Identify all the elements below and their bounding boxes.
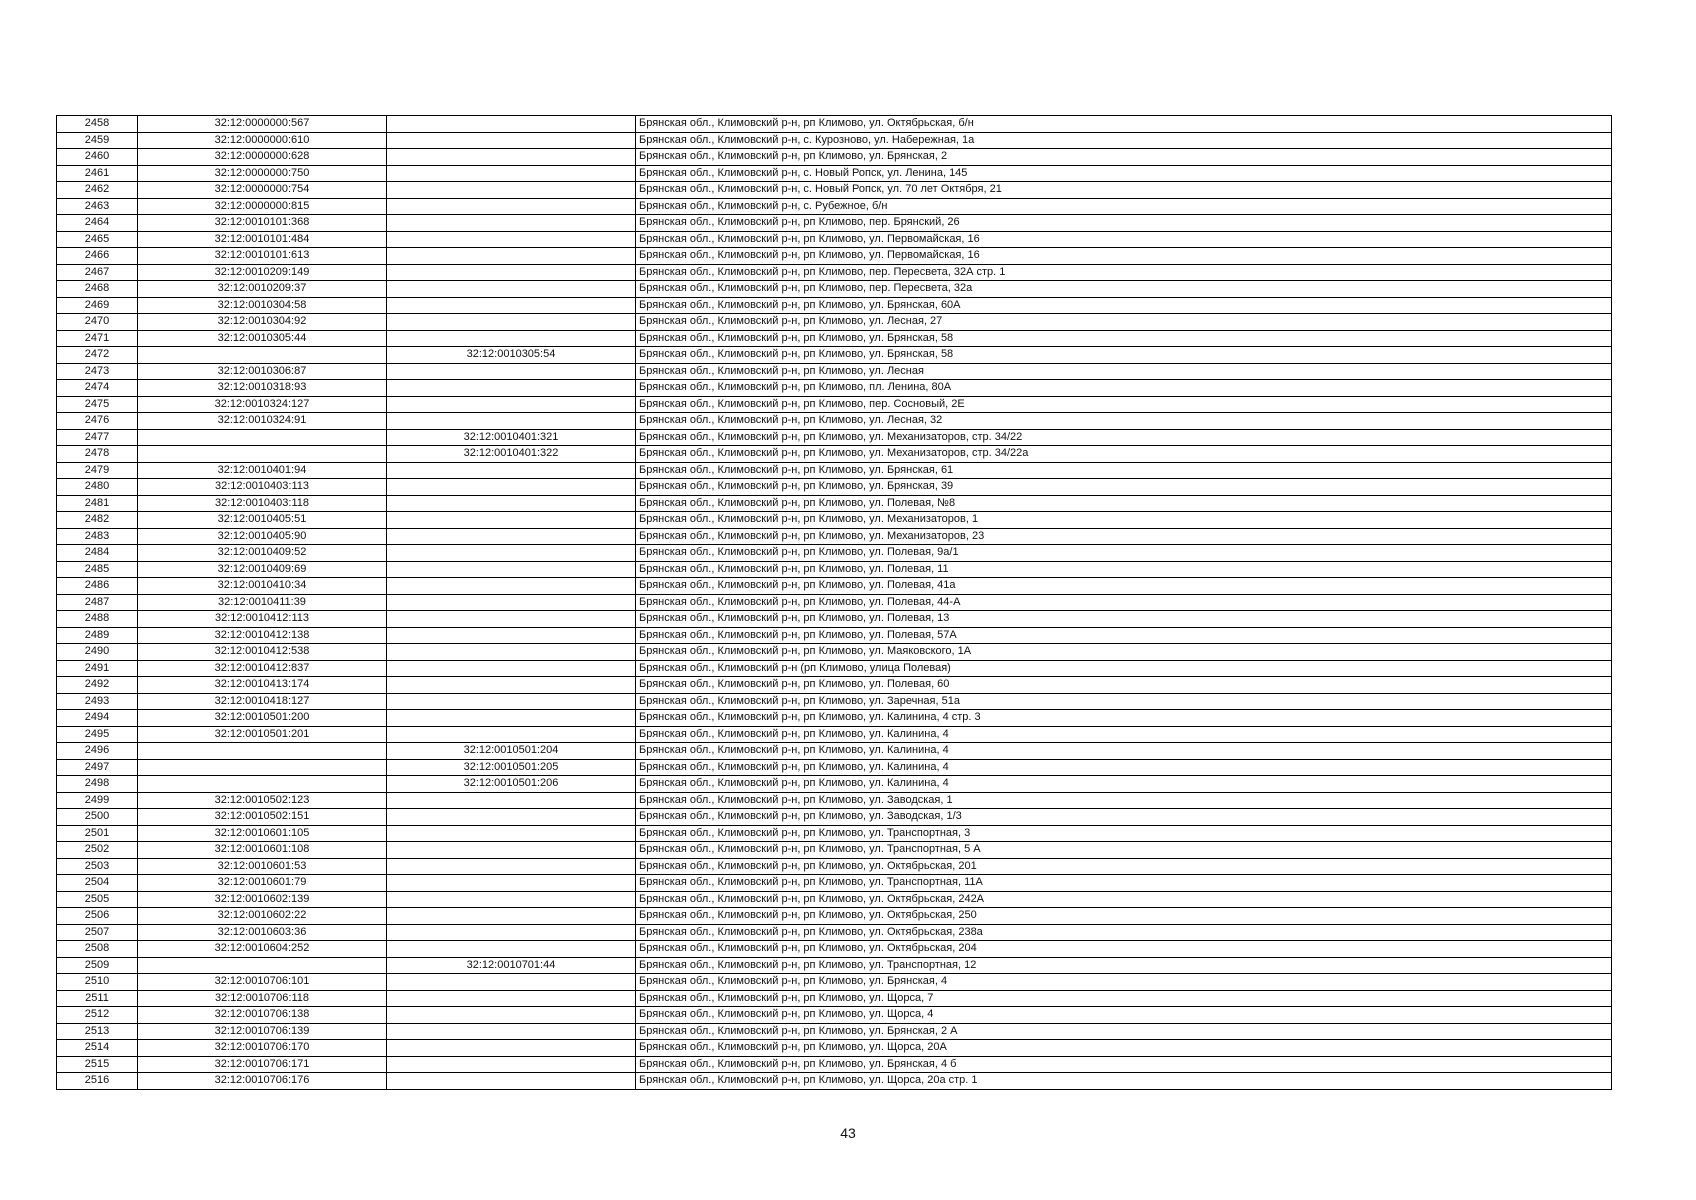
table-row bbox=[57, 330, 1612, 347]
cadastral-number-cell: 32:12:0010501:201 bbox=[138, 726, 387, 743]
cadastral-number-cell bbox=[138, 347, 387, 364]
sub-object-cadastral-cell bbox=[387, 1023, 636, 1040]
row-number-cell: 2510 bbox=[57, 974, 138, 991]
row-number-cell: 2488 bbox=[57, 611, 138, 628]
address-cell: Брянская обл., Климовский р-н, рп Климово, ул. Брянская, 4 bbox=[636, 974, 1612, 991]
row-number-cell: 2497 bbox=[57, 759, 138, 776]
row-number-cell: 2492 bbox=[57, 677, 138, 694]
sub-object-cadastral-cell bbox=[387, 413, 636, 430]
table-row bbox=[57, 726, 1612, 743]
row-number-cell: 2483 bbox=[57, 528, 138, 545]
address-cell: Брянская обл., Климовский р-н, рп Климово, ул. Полевая, 11 bbox=[636, 561, 1612, 578]
row-number-cell: 2485 bbox=[57, 561, 138, 578]
sub-object-cadastral-cell bbox=[387, 974, 636, 991]
row-number-cell: 2465 bbox=[57, 231, 138, 248]
address-cell: Брянская обл., Климовский р-н, с. Рубежное, б/н bbox=[636, 198, 1612, 215]
row-number-cell: 2506 bbox=[57, 908, 138, 925]
cadastral-number-cell: 32:12:0010601:53 bbox=[138, 858, 387, 875]
cadastral-number-cell: 32:12:0010403:113 bbox=[138, 479, 387, 496]
table-row bbox=[57, 776, 1612, 793]
table-row bbox=[57, 743, 1612, 760]
cadastral-number-cell: 32:12:0010601:105 bbox=[138, 825, 387, 842]
sub-object-cadastral-cell bbox=[387, 314, 636, 331]
cadastral-number-cell: 32:12:0010706:138 bbox=[138, 1007, 387, 1024]
table-row bbox=[57, 347, 1612, 364]
address-cell: Брянская обл., Климовский р-н, рп Климово, ул. Первомайская, 16 bbox=[636, 248, 1612, 265]
address-cell: Брянская обл., Климовский р-н, рп Климово, ул. Октябрьская, 242А bbox=[636, 891, 1612, 908]
row-number-cell: 2476 bbox=[57, 413, 138, 430]
row-number-cell: 2491 bbox=[57, 660, 138, 677]
cadastral-number-cell: 32:12:0010324:127 bbox=[138, 396, 387, 413]
table-row bbox=[57, 264, 1612, 281]
sub-object-cadastral-cell bbox=[387, 611, 636, 628]
cadastral-number-cell: 32:12:0010403:118 bbox=[138, 495, 387, 512]
table-row bbox=[57, 132, 1612, 149]
sub-object-cadastral-cell bbox=[387, 891, 636, 908]
sub-object-cadastral-cell bbox=[387, 858, 636, 875]
table-row bbox=[57, 891, 1612, 908]
address-cell: Брянская обл., Климовский р-н, рп Климово, ул. Октябрьская, б/н bbox=[636, 116, 1612, 133]
table-row bbox=[57, 429, 1612, 446]
address-cell: Брянская обл., Климовский р-н, рп Климово, ул. Заречная, 51а bbox=[636, 693, 1612, 710]
cadastral-number-cell: 32:12:0010706:101 bbox=[138, 974, 387, 991]
address-cell: Брянская обл., Климовский р-н, рп Климово, ул. Транспортная, 5 А bbox=[636, 842, 1612, 859]
sub-object-cadastral-cell bbox=[387, 578, 636, 595]
row-number-cell: 2469 bbox=[57, 297, 138, 314]
row-number-cell: 2458 bbox=[57, 116, 138, 133]
sub-object-cadastral-cell bbox=[387, 908, 636, 925]
cadastral-number-cell: 32:12:0010706:118 bbox=[138, 990, 387, 1007]
sub-object-cadastral-cell bbox=[387, 809, 636, 826]
row-number-cell: 2486 bbox=[57, 578, 138, 595]
cadastral-number-cell: 32:12:0010409:52 bbox=[138, 545, 387, 562]
cadastral-number-cell: 32:12:0010401:94 bbox=[138, 462, 387, 479]
row-number-cell: 2499 bbox=[57, 792, 138, 809]
row-number-cell: 2480 bbox=[57, 479, 138, 496]
address-cell: Брянская обл., Климовский р-н, с. Новый Ропск, ул. 70 лет Октября, 21 bbox=[636, 182, 1612, 199]
sub-object-cadastral-cell bbox=[387, 281, 636, 298]
cadastral-number-cell: 32:12:0010602:22 bbox=[138, 908, 387, 925]
table-row bbox=[57, 627, 1612, 644]
address-cell: Брянская обл., Климовский р-н, рп Климово, пер. Пересвета, 32А стр. 1 bbox=[636, 264, 1612, 281]
address-cell: Брянская обл., Климовский р-н, рп Климово, ул. Октябрьская, 238а bbox=[636, 924, 1612, 941]
sub-object-cadastral-cell: 32:12:0010401:322 bbox=[387, 446, 636, 463]
cadastral-number-cell: 32:12:0010304:58 bbox=[138, 297, 387, 314]
sub-object-cadastral-cell bbox=[387, 1040, 636, 1057]
table-row bbox=[57, 561, 1612, 578]
address-cell: Брянская обл., Климовский р-н, рп Климово, ул. Заводская, 1/3 bbox=[636, 809, 1612, 826]
cadastral-number-cell: 32:12:0010412:138 bbox=[138, 627, 387, 644]
address-cell: Брянская обл., Климовский р-н, рп Климово, пер. Сосновый, 2Е bbox=[636, 396, 1612, 413]
cadastral-number-cell: 32:12:0010604:252 bbox=[138, 941, 387, 958]
sub-object-cadastral-cell bbox=[387, 149, 636, 166]
row-number-cell: 2501 bbox=[57, 825, 138, 842]
table-row bbox=[57, 660, 1612, 677]
sub-object-cadastral-cell bbox=[387, 941, 636, 958]
sub-object-cadastral-cell bbox=[387, 660, 636, 677]
cadastral-number-cell: 32:12:0010101:484 bbox=[138, 231, 387, 248]
cadastral-number-cell: 32:12:0000000:815 bbox=[138, 198, 387, 215]
sub-object-cadastral-cell bbox=[387, 248, 636, 265]
row-number-cell: 2508 bbox=[57, 941, 138, 958]
row-number-cell: 2489 bbox=[57, 627, 138, 644]
sub-object-cadastral-cell bbox=[387, 165, 636, 182]
cadastral-number-cell: 32:12:0010501:200 bbox=[138, 710, 387, 727]
sub-object-cadastral-cell bbox=[387, 644, 636, 661]
sub-object-cadastral-cell bbox=[387, 297, 636, 314]
table-row bbox=[57, 528, 1612, 545]
address-cell: Брянская обл., Климовский р-н, рп Климово, ул. Полевая, 13 bbox=[636, 611, 1612, 628]
address-cell: Брянская обл., Климовский р-н, рп Климово, ул. Брянская, 58 bbox=[636, 347, 1612, 364]
row-number-cell: 2464 bbox=[57, 215, 138, 232]
table-row bbox=[57, 974, 1612, 991]
address-cell: Брянская обл., Климовский р-н, рп Климово, ул. Калинина, 4 стр. 3 bbox=[636, 710, 1612, 727]
table-row bbox=[57, 116, 1612, 133]
row-number-cell: 2472 bbox=[57, 347, 138, 364]
cadastral-number-cell: 32:12:0010706:171 bbox=[138, 1056, 387, 1073]
table-row bbox=[57, 677, 1612, 694]
cadastral-number-cell: 32:12:0010412:113 bbox=[138, 611, 387, 628]
row-number-cell: 2479 bbox=[57, 462, 138, 479]
row-number-cell: 2493 bbox=[57, 693, 138, 710]
address-cell: Брянская обл., Климовский р-н, рп Климово, ул. Лесная, 32 bbox=[636, 413, 1612, 430]
row-number-cell: 2461 bbox=[57, 165, 138, 182]
table-row bbox=[57, 297, 1612, 314]
row-number-cell: 2512 bbox=[57, 1007, 138, 1024]
cadastral-number-cell: 32:12:0010409:69 bbox=[138, 561, 387, 578]
table-row bbox=[57, 1056, 1612, 1073]
sub-object-cadastral-cell: 32:12:0010501:204 bbox=[387, 743, 636, 760]
address-cell: Брянская обл., Климовский р-н, рп Климово, ул. Лесная, 27 bbox=[636, 314, 1612, 331]
table-row bbox=[57, 281, 1612, 298]
table-row bbox=[57, 462, 1612, 479]
address-cell: Брянская обл., Климовский р-н, рп Климово, ул. Калинина, 4 bbox=[636, 743, 1612, 760]
table-row bbox=[57, 710, 1612, 727]
address-cell: Брянская обл., Климовский р-н, рп Климово, ул. Щорса, 20А bbox=[636, 1040, 1612, 1057]
table-row bbox=[57, 594, 1612, 611]
cadastral-number-cell: 32:12:0010706:176 bbox=[138, 1073, 387, 1090]
table-row bbox=[57, 314, 1612, 331]
sub-object-cadastral-cell: 32:12:0010501:206 bbox=[387, 776, 636, 793]
sub-object-cadastral-cell bbox=[387, 116, 636, 133]
cadastral-number-cell: 32:12:0010318:93 bbox=[138, 380, 387, 397]
sub-object-cadastral-cell: 32:12:0010401:321 bbox=[387, 429, 636, 446]
table-row bbox=[57, 875, 1612, 892]
address-cell: Брянская обл., Климовский р-н, рп Климово, ул. Заводская, 1 bbox=[636, 792, 1612, 809]
sub-object-cadastral-cell bbox=[387, 792, 636, 809]
table-row bbox=[57, 644, 1612, 661]
address-cell: Брянская обл., Климовский р-н, рп Климово, ул. Октябрьская, 204 bbox=[636, 941, 1612, 958]
page-number: 43 bbox=[840, 1125, 856, 1141]
address-cell: Брянская обл., Климовский р-н, рп Климово, ул. Полевая, 60 bbox=[636, 677, 1612, 694]
table-row bbox=[57, 957, 1612, 974]
sub-object-cadastral-cell bbox=[387, 462, 636, 479]
sub-object-cadastral-cell bbox=[387, 132, 636, 149]
sub-object-cadastral-cell bbox=[387, 363, 636, 380]
table-row bbox=[57, 413, 1612, 430]
table-row bbox=[57, 215, 1612, 232]
table-row bbox=[57, 380, 1612, 397]
address-cell: Брянская обл., Климовский р-н, рп Климово, ул. Брянская, 61 bbox=[636, 462, 1612, 479]
cadastral-number-cell: 32:12:0010209:37 bbox=[138, 281, 387, 298]
address-cell: Брянская обл., Климовский р-н, рп Климово, ул. Транспортная, 12 bbox=[636, 957, 1612, 974]
sub-object-cadastral-cell bbox=[387, 528, 636, 545]
table-row bbox=[57, 198, 1612, 215]
row-number-cell: 2514 bbox=[57, 1040, 138, 1057]
table-row bbox=[57, 858, 1612, 875]
row-number-cell: 2459 bbox=[57, 132, 138, 149]
table-row bbox=[57, 693, 1612, 710]
table-row bbox=[57, 1040, 1612, 1057]
row-number-cell: 2482 bbox=[57, 512, 138, 529]
cadastral-number-cell: 32:12:0010418:127 bbox=[138, 693, 387, 710]
table-row bbox=[57, 479, 1612, 496]
sub-object-cadastral-cell bbox=[387, 380, 636, 397]
row-number-cell: 2478 bbox=[57, 446, 138, 463]
cadastral-number-cell: 32:12:0000000:610 bbox=[138, 132, 387, 149]
cadastral-number-cell: 32:12:0010602:139 bbox=[138, 891, 387, 908]
address-cell: Брянская обл., Климовский р-н, рп Климово, ул. Щорса, 7 bbox=[636, 990, 1612, 1007]
row-number-cell: 2487 bbox=[57, 594, 138, 611]
address-cell: Брянская обл., Климовский р-н, рп Климово, ул. Полевая, 41а bbox=[636, 578, 1612, 595]
cadastral-number-cell bbox=[138, 446, 387, 463]
address-cell: Брянская обл., Климовский р-н, рп Климово, ул. Калинина, 4 bbox=[636, 776, 1612, 793]
address-cell: Брянская обл., Климовский р-н, рп Климово, ул. Полевая, №8 bbox=[636, 495, 1612, 512]
address-cell: Брянская обл., Климовский р-н, рп Климово, ул. Брянская, 39 bbox=[636, 479, 1612, 496]
sub-object-cadastral-cell bbox=[387, 479, 636, 496]
address-cell: Брянская обл., Климовский р-н, рп Климово, ул. Механизаторов, 1 bbox=[636, 512, 1612, 529]
table-row bbox=[57, 396, 1612, 413]
table-row bbox=[57, 759, 1612, 776]
row-number-cell: 2504 bbox=[57, 875, 138, 892]
row-number-cell: 2460 bbox=[57, 149, 138, 166]
address-cell: Брянская обл., Климовский р-н, с. Курозново, ул. Набережная, 1а bbox=[636, 132, 1612, 149]
table-row bbox=[57, 578, 1612, 595]
sub-object-cadastral-cell bbox=[387, 594, 636, 611]
cadastral-number-cell: 32:12:0000000:754 bbox=[138, 182, 387, 199]
row-number-cell: 2507 bbox=[57, 924, 138, 941]
row-number-cell: 2463 bbox=[57, 198, 138, 215]
row-number-cell: 2500 bbox=[57, 809, 138, 826]
address-cell: Брянская обл., Климовский р-н, рп Климово, пер. Пересвета, 32а bbox=[636, 281, 1612, 298]
cadastral-number-cell: 32:12:0010412:837 bbox=[138, 660, 387, 677]
address-cell: Брянская обл., Климовский р-н, рп Климово, пл. Ленина, 80А bbox=[636, 380, 1612, 397]
row-number-cell: 2471 bbox=[57, 330, 138, 347]
address-cell: Брянская обл., Климовский р-н, рп Климово, ул. Брянская, 60А bbox=[636, 297, 1612, 314]
address-cell: Брянская обл., Климовский р-н, рп Климово, ул. Калинина, 4 bbox=[636, 726, 1612, 743]
table-row bbox=[57, 231, 1612, 248]
cadastral-number-cell: 32:12:0010706:170 bbox=[138, 1040, 387, 1057]
row-number-cell: 2511 bbox=[57, 990, 138, 1007]
address-cell: Брянская обл., Климовский р-н, рп Климово, ул. Брянская, 2 А bbox=[636, 1023, 1612, 1040]
table-row bbox=[57, 545, 1612, 562]
cadastral-number-cell: 32:12:0000000:567 bbox=[138, 116, 387, 133]
cadastral-number-cell bbox=[138, 743, 387, 760]
cadastral-number-cell: 32:12:0000000:628 bbox=[138, 149, 387, 166]
address-cell: Брянская обл., Климовский р-н, рп Климово, ул. Калинина, 4 bbox=[636, 759, 1612, 776]
row-number-cell: 2503 bbox=[57, 858, 138, 875]
registry-table-body bbox=[57, 116, 1612, 1090]
row-number-cell: 2505 bbox=[57, 891, 138, 908]
cadastral-number-cell bbox=[138, 429, 387, 446]
sub-object-cadastral-cell bbox=[387, 215, 636, 232]
address-cell: Брянская обл., Климовский р-н, рп Климово, ул. Маяковского, 1А bbox=[636, 644, 1612, 661]
registry-table bbox=[56, 115, 1612, 1090]
address-cell: Брянская обл., Климовский р-н, рп Климово, ул. Брянская, 58 bbox=[636, 330, 1612, 347]
cadastral-number-cell: 32:12:0010410:34 bbox=[138, 578, 387, 595]
sub-object-cadastral-cell bbox=[387, 561, 636, 578]
cadastral-number-cell: 32:12:0010101:613 bbox=[138, 248, 387, 265]
sub-object-cadastral-cell bbox=[387, 677, 636, 694]
address-cell: Брянская обл., Климовский р-н, рп Климово, ул. Первомайская, 16 bbox=[636, 231, 1612, 248]
row-number-cell: 2509 bbox=[57, 957, 138, 974]
row-number-cell: 2498 bbox=[57, 776, 138, 793]
sub-object-cadastral-cell bbox=[387, 693, 636, 710]
address-cell: Брянская обл., Климовский р-н, рп Климово, ул. Щорса, 20а стр. 1 bbox=[636, 1073, 1612, 1090]
row-number-cell: 2477 bbox=[57, 429, 138, 446]
table-row bbox=[57, 1023, 1612, 1040]
row-number-cell: 2494 bbox=[57, 710, 138, 727]
table-row bbox=[57, 990, 1612, 1007]
cadastral-number-cell: 32:12:0010502:123 bbox=[138, 792, 387, 809]
sub-object-cadastral-cell: 32:12:0010701:44 bbox=[387, 957, 636, 974]
table-row bbox=[57, 611, 1612, 628]
sub-object-cadastral-cell bbox=[387, 182, 636, 199]
sub-object-cadastral-cell bbox=[387, 264, 636, 281]
table-row bbox=[57, 512, 1612, 529]
sub-object-cadastral-cell bbox=[387, 1007, 636, 1024]
row-number-cell: 2490 bbox=[57, 644, 138, 661]
cadastral-number-cell: 32:12:0010411:39 bbox=[138, 594, 387, 611]
cadastral-number-cell: 32:12:0010502:151 bbox=[138, 809, 387, 826]
sub-object-cadastral-cell: 32:12:0010305:54 bbox=[387, 347, 636, 364]
address-cell: Брянская обл., Климовский р-н, рп Климово, ул. Транспортная, 3 bbox=[636, 825, 1612, 842]
sub-object-cadastral-cell bbox=[387, 1073, 636, 1090]
registry-sheet bbox=[56, 115, 1612, 1090]
sub-object-cadastral-cell bbox=[387, 198, 636, 215]
sub-object-cadastral-cell bbox=[387, 330, 636, 347]
cadastral-number-cell: 32:12:0010603:36 bbox=[138, 924, 387, 941]
table-row bbox=[57, 363, 1612, 380]
cadastral-number-cell: 32:12:0000000:750 bbox=[138, 165, 387, 182]
row-number-cell: 2468 bbox=[57, 281, 138, 298]
table-row bbox=[57, 149, 1612, 166]
cadastral-number-cell: 32:12:0010601:108 bbox=[138, 842, 387, 859]
cadastral-number-cell bbox=[138, 776, 387, 793]
address-cell: Брянская обл., Климовский р-н, рп Климово, ул. Октябрьская, 201 bbox=[636, 858, 1612, 875]
address-cell: Брянская обл., Климовский р-н, рп Климово, ул. Октябрьская, 250 bbox=[636, 908, 1612, 925]
address-cell: Брянская обл., Климовский р-н, рп Климово, ул. Транспортная, 11А bbox=[636, 875, 1612, 892]
table-row bbox=[57, 165, 1612, 182]
sub-object-cadastral-cell bbox=[387, 495, 636, 512]
table-row bbox=[57, 248, 1612, 265]
table-row bbox=[57, 809, 1612, 826]
address-cell: Брянская обл., Климовский р-н, рп Климово, ул. Механизаторов, стр. 34/22 bbox=[636, 429, 1612, 446]
address-cell: Брянская обл., Климовский р-н, рп Климово, ул. Лесная bbox=[636, 363, 1612, 380]
address-cell: Брянская обл., Климовский р-н, рп Климово, ул. Брянская, 4 б bbox=[636, 1056, 1612, 1073]
cadastral-number-cell: 32:12:0010306:87 bbox=[138, 363, 387, 380]
cadastral-number-cell: 32:12:0010304:92 bbox=[138, 314, 387, 331]
table-row bbox=[57, 792, 1612, 809]
table-row bbox=[57, 182, 1612, 199]
address-cell: Брянская обл., Климовский р-н (рп Климово, улица Полевая) bbox=[636, 660, 1612, 677]
row-number-cell: 2516 bbox=[57, 1073, 138, 1090]
sub-object-cadastral-cell bbox=[387, 1056, 636, 1073]
sub-object-cadastral-cell bbox=[387, 726, 636, 743]
row-number-cell: 2502 bbox=[57, 842, 138, 859]
cadastral-number-cell: 32:12:0010413:174 bbox=[138, 677, 387, 694]
address-cell: Брянская обл., Климовский р-н, рп Климово, ул. Щорса, 4 bbox=[636, 1007, 1612, 1024]
cadastral-number-cell: 32:12:0010412:538 bbox=[138, 644, 387, 661]
row-number-cell: 2470 bbox=[57, 314, 138, 331]
sub-object-cadastral-cell bbox=[387, 924, 636, 941]
address-cell: Брянская обл., Климовский р-н, рп Климово, ул. Механизаторов, 23 bbox=[636, 528, 1612, 545]
cadastral-number-cell bbox=[138, 759, 387, 776]
sub-object-cadastral-cell bbox=[387, 825, 636, 842]
row-number-cell: 2513 bbox=[57, 1023, 138, 1040]
sub-object-cadastral-cell bbox=[387, 627, 636, 644]
table-row bbox=[57, 924, 1612, 941]
sub-object-cadastral-cell bbox=[387, 875, 636, 892]
sub-object-cadastral-cell bbox=[387, 545, 636, 562]
row-number-cell: 2466 bbox=[57, 248, 138, 265]
cadastral-number-cell: 32:12:0010324:91 bbox=[138, 413, 387, 430]
sub-object-cadastral-cell bbox=[387, 710, 636, 727]
row-number-cell: 2462 bbox=[57, 182, 138, 199]
sub-object-cadastral-cell bbox=[387, 396, 636, 413]
table-row bbox=[57, 446, 1612, 463]
row-number-cell: 2484 bbox=[57, 545, 138, 562]
cadastral-number-cell: 32:12:0010706:139 bbox=[138, 1023, 387, 1040]
cadastral-number-cell: 32:12:0010405:51 bbox=[138, 512, 387, 529]
cadastral-number-cell: 32:12:0010305:44 bbox=[138, 330, 387, 347]
address-cell: Брянская обл., Климовский р-н, рп Климово, ул. Брянская, 2 bbox=[636, 149, 1612, 166]
sub-object-cadastral-cell bbox=[387, 990, 636, 1007]
row-number-cell: 2467 bbox=[57, 264, 138, 281]
row-number-cell: 2481 bbox=[57, 495, 138, 512]
cadastral-number-cell: 32:12:0010209:149 bbox=[138, 264, 387, 281]
sub-object-cadastral-cell bbox=[387, 842, 636, 859]
row-number-cell: 2474 bbox=[57, 380, 138, 397]
sub-object-cadastral-cell bbox=[387, 512, 636, 529]
row-number-cell: 2473 bbox=[57, 363, 138, 380]
row-number-cell: 2515 bbox=[57, 1056, 138, 1073]
sub-object-cadastral-cell: 32:12:0010501:205 bbox=[387, 759, 636, 776]
table-row bbox=[57, 842, 1612, 859]
row-number-cell: 2495 bbox=[57, 726, 138, 743]
address-cell: Брянская обл., Климовский р-н, с. Новый Ропск, ул. Ленина, 145 bbox=[636, 165, 1612, 182]
cadastral-number-cell: 32:12:0010601:79 bbox=[138, 875, 387, 892]
table-row bbox=[57, 1073, 1612, 1090]
table-row bbox=[57, 908, 1612, 925]
row-number-cell: 2475 bbox=[57, 396, 138, 413]
cadastral-number-cell bbox=[138, 957, 387, 974]
table-row bbox=[57, 941, 1612, 958]
table-row bbox=[57, 825, 1612, 842]
address-cell: Брянская обл., Климовский р-н, рп Климово, ул. Полевая, 44-А bbox=[636, 594, 1612, 611]
table-row bbox=[57, 495, 1612, 512]
table-row bbox=[57, 1007, 1612, 1024]
address-cell: Брянская обл., Климовский р-н, рп Климово, пер. Брянский, 26 bbox=[636, 215, 1612, 232]
address-cell: Брянская обл., Климовский р-н, рп Климово, ул. Полевая, 57А bbox=[636, 627, 1612, 644]
row-number-cell: 2496 bbox=[57, 743, 138, 760]
sub-object-cadastral-cell bbox=[387, 231, 636, 248]
address-cell: Брянская обл., Климовский р-н, рп Климово, ул. Механизаторов, стр. 34/22а bbox=[636, 446, 1612, 463]
address-cell: Брянская обл., Климовский р-н, рп Климово, ул. Полевая, 9а/1 bbox=[636, 545, 1612, 562]
cadastral-number-cell: 32:12:0010405:90 bbox=[138, 528, 387, 545]
cadastral-number-cell: 32:12:0010101:368 bbox=[138, 215, 387, 232]
